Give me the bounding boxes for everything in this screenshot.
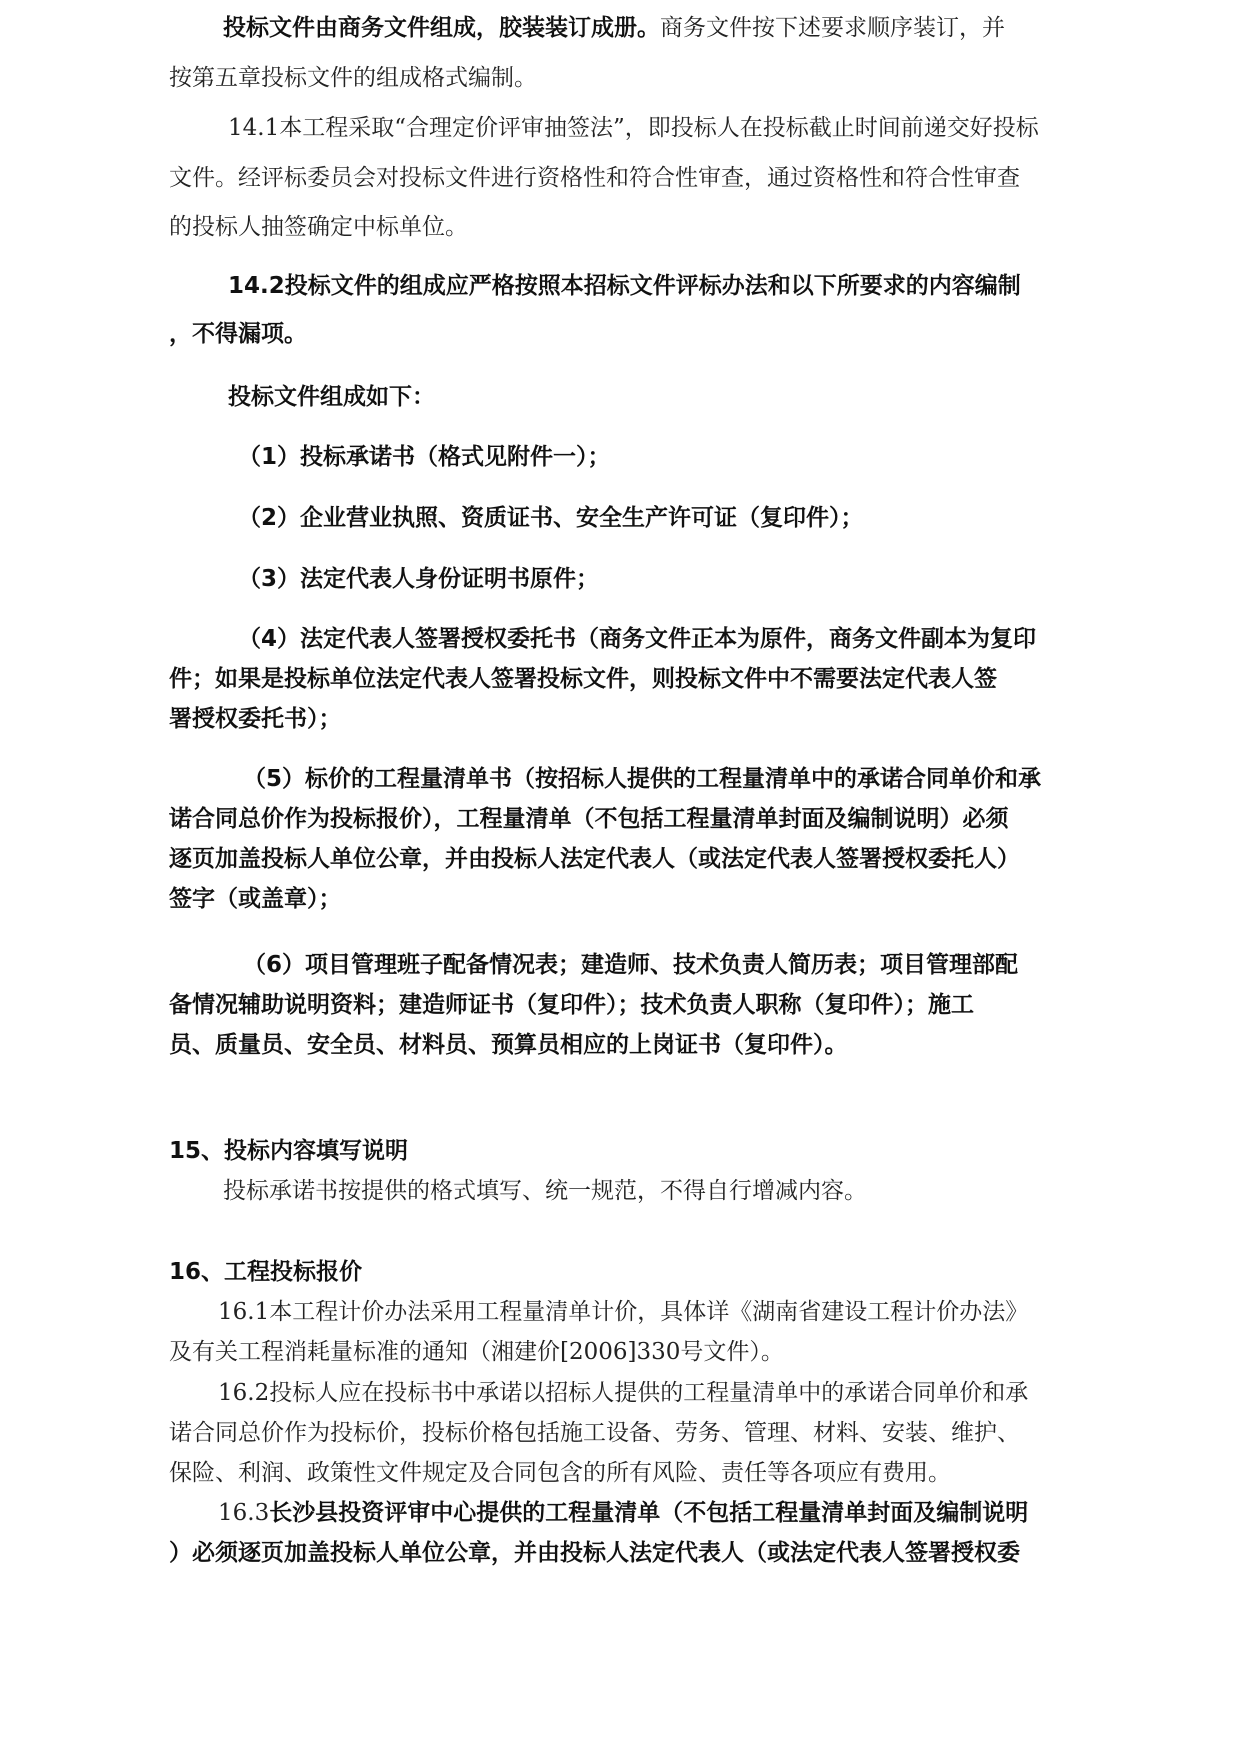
item-5-line-3: 逐页加盖投标人单位公章，并由投标人法定代表人（或法定代表人签署授权委托人） [169,846,1020,872]
intro-bold-text: 投标文件由商务文件组成，胶装装订成册。 [223,15,660,41]
p14-1-line-2: 文件。经评标委员会对投标文件进行资格性和符合性审查，通过资格性和符合性审查 [169,165,1020,191]
p16-2-line-1: 16.2投标人应在投标书中承诺以招标人提供的工程量清单中的承诺合同单价和承 [218,1380,1029,1406]
item-4-line-2: 件；如果是投标单位法定代表人签署投标文件，则投标文件中不需要法定代表人签 [169,666,997,692]
section-15-heading: 15、投标内容填写说明 [169,1138,409,1164]
p14-1-line-1: 14.1本工程采取“合理定价评审抽签法”，即投标人在投标截止时间前递交好投标 [228,115,1039,141]
composition-title: 投标文件组成如下： [228,384,435,410]
section-16-heading: 16、工程投标报价 [169,1259,363,1285]
item-5-line-1: （5）标价的工程量清单书（按招标人提供的工程量清单中的承诺合同单价和承 [243,766,1042,792]
intro-normal-text: 商务文件按下述要求顺序装订，并 [660,15,1005,41]
section-15-body: 投标承诺书按提供的格式填写、统一规范，不得自行增减内容。 [223,1178,867,1204]
intro-line-1 [223,13,1005,43]
item-2: （2）企业营业执照、资质证书、安全生产许可证（复印件）； [238,505,864,531]
p16-3-line-1 [218,1498,1028,1528]
item-6-line-3: 员、质量员、安全员、材料员、预算员相应的上岗证书（复印件）。 [169,1032,848,1058]
item-6-line-1: （6）项目管理班子配备情况表；建造师、技术负责人简历表；项目管理部配 [243,952,1019,978]
item-5-line-2: 诺合同总价作为投标报价），工程量清单（不包括工程量清单封面及编制说明）必须 [169,806,1009,832]
p16-1-line-2: 及有关工程消耗量标准的通知（湘建价[2006]330号文件）。 [169,1339,784,1365]
p16-2-line-2: 诺合同总价作为投标价，投标价格包括施工设备、劳务、管理、材料、安装、维护、 [169,1420,1020,1446]
p16-1-line-1: 16.1本工程计价办法采用工程量清单计价，具体详《湖南省建设工程计价办法》 [218,1299,1029,1325]
p14-1-line-3: 的投标人抽签确定中标单位。 [169,214,468,240]
p16-3-line-1-text: 长沙县投资评审中心提供的工程量清单（不包括工程量清单封面及编制说明 [269,1500,1029,1526]
p16-2-line-3: 保险、利润、政策性文件规定及合同包含的所有风险、责任等各项应有费用。 [169,1460,951,1486]
p16-3-lead: 16.3 [218,1500,270,1526]
item-4-line-1: （4）法定代表人签署授权委托书（商务文件正本为原件，商务文件副本为复印 [238,626,1037,652]
p14-2-line-1: 14.2投标文件的组成应严格按照本招标文件评标办法和以下所要求的内容编制 [228,273,1021,299]
item-1: （1）投标承诺书（格式见附件一）； [238,444,611,470]
item-6-line-2: 备情况辅助说明资料；建造师证书（复印件）；技术负责人职称（复印件）；施工 [169,992,974,1018]
item-4-line-3: 署授权委托书）； [169,706,342,732]
item-5-line-4: 签字（或盖章）； [169,886,342,912]
p16-3-line-2: ）必须逐页加盖投标人单位公章，并由投标人法定代表人（或法定代表人签署授权委 [169,1540,1020,1566]
intro-line-2: 按第五章投标文件的组成格式编制。 [169,65,537,91]
p14-2-line-2: ，不得漏项。 [169,321,307,347]
item-3: （3）法定代表人身份证明书原件； [238,566,600,592]
